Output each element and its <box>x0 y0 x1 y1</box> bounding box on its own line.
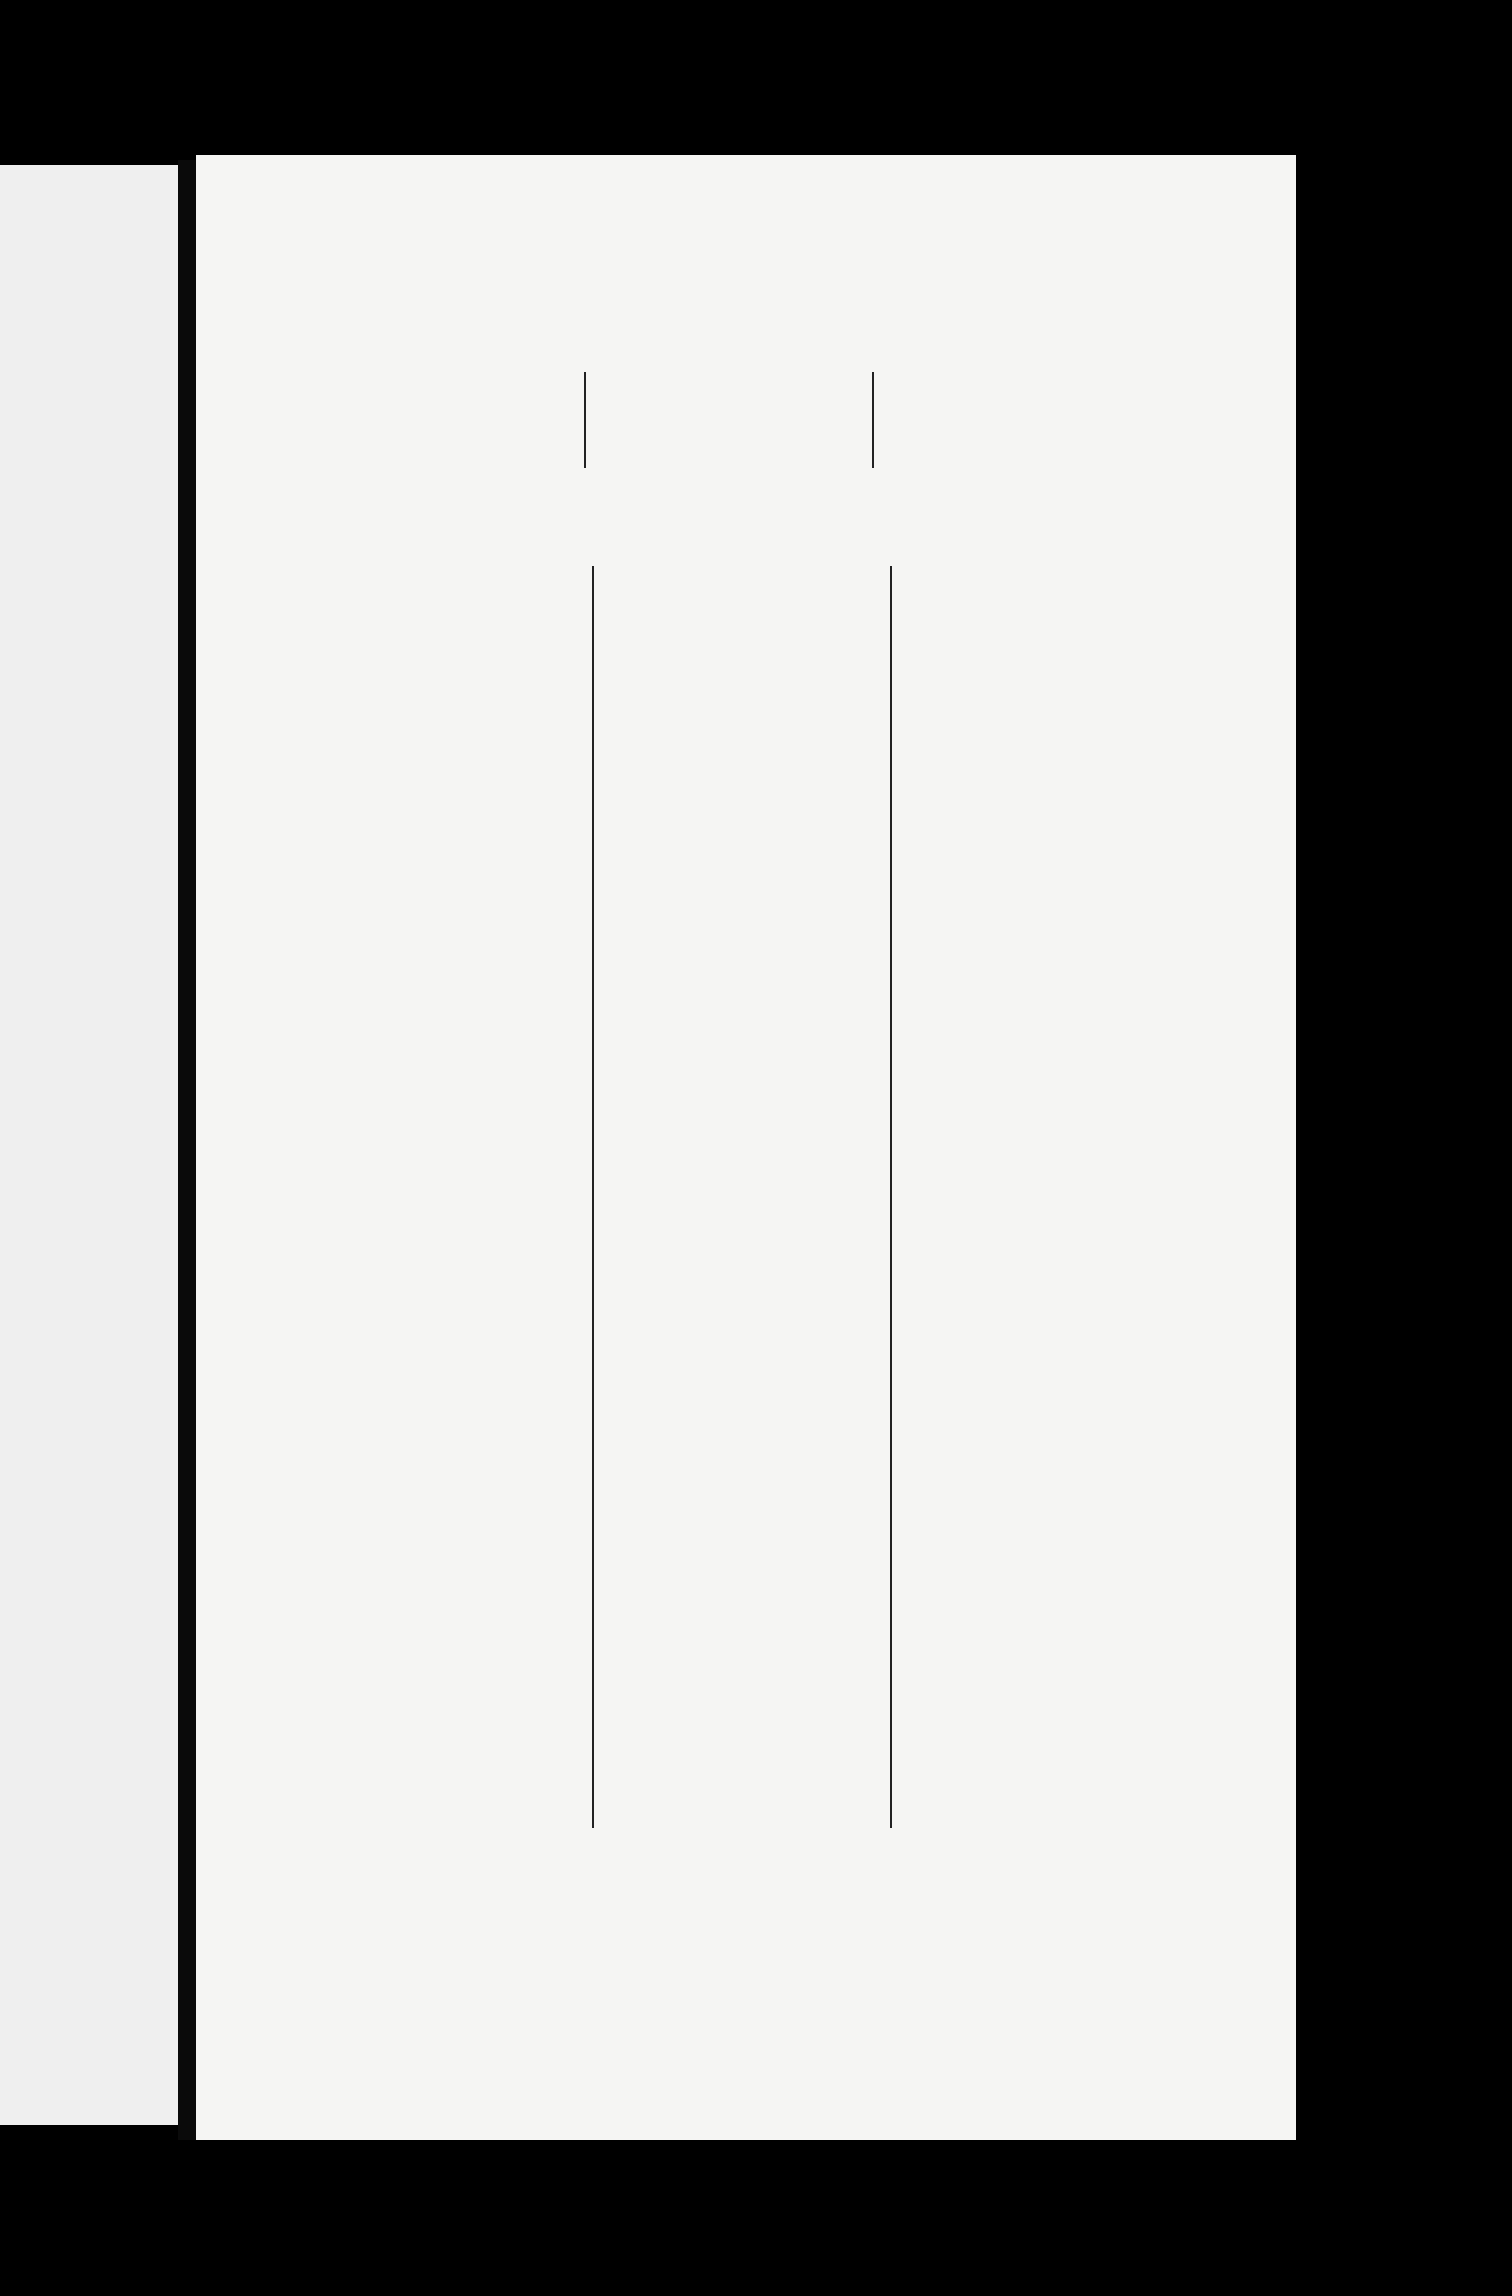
book-gutter <box>178 160 196 2140</box>
top-divider-2 <box>872 372 874 468</box>
page <box>196 155 1296 2140</box>
top-divider-1 <box>584 372 586 468</box>
yarmouth-divider-2 <box>890 566 892 1828</box>
previous-page-edge <box>0 165 178 2125</box>
yarmouth-divider-1 <box>592 566 594 1828</box>
